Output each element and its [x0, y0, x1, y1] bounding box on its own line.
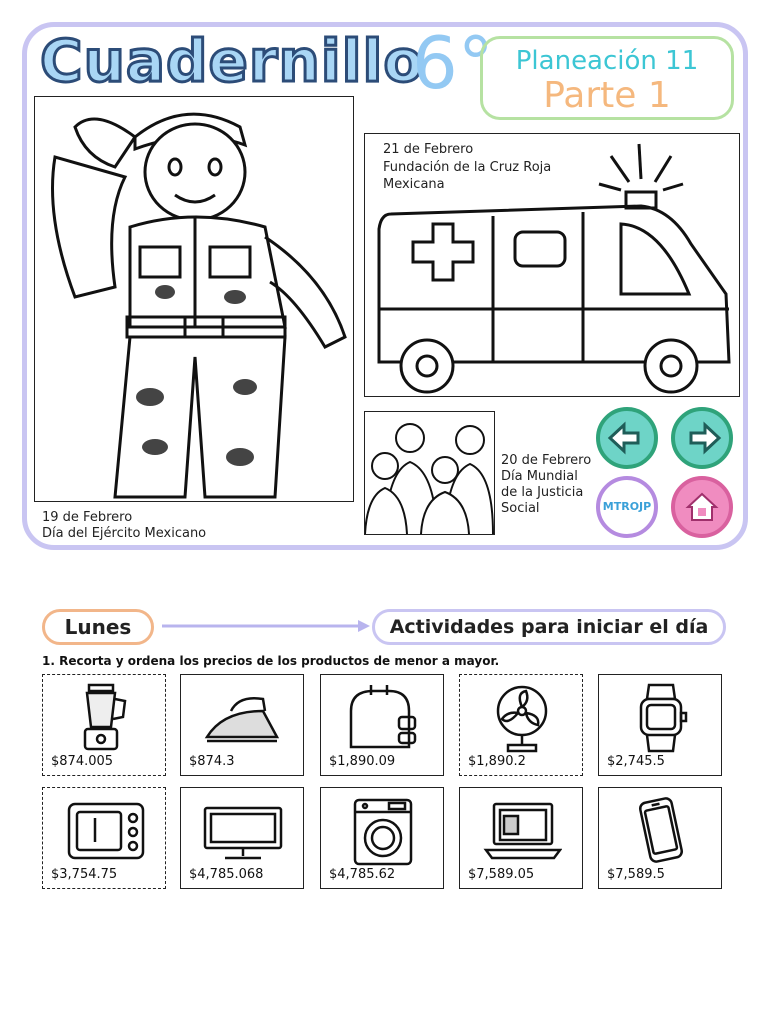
ambulance-panel [364, 133, 740, 397]
product-card[interactable] [459, 674, 583, 776]
instruction-text: 1. Recorta y ordena los precios de los productos de menor a mayor. [42, 654, 500, 668]
soldier-panel [34, 96, 354, 502]
plan-badge [480, 36, 734, 120]
product-price: $874.3 [189, 754, 235, 769]
plan-title: Planeación 11 [515, 46, 699, 76]
ambulance-date: 21 de Febrero [383, 142, 474, 157]
product-price: $2,745.5 [607, 754, 665, 769]
people-event-line2: de la Justicia [501, 485, 584, 500]
grade-label: 6° [412, 21, 494, 105]
page-title: Cuadernillo [40, 27, 425, 95]
smartwatch-icon [621, 681, 701, 753]
washing-machine-icon [343, 794, 423, 866]
product-card[interactable] [598, 787, 722, 889]
arrow-right-icon [675, 411, 729, 465]
product-card[interactable] [320, 787, 444, 889]
soldier-date: 19 de Febrero [42, 510, 133, 525]
soldier-illustration [35, 97, 353, 501]
product-price: $4,785.068 [189, 867, 264, 882]
toaster-icon [343, 681, 423, 753]
microwave-icon [65, 794, 145, 866]
product-card[interactable] [180, 787, 304, 889]
mtrojp-logo[interactable] [596, 476, 658, 538]
laptop-icon [482, 794, 562, 866]
product-price: $7,589.05 [468, 867, 535, 882]
arrow-left-icon [600, 411, 654, 465]
fan-icon [482, 681, 562, 753]
product-price: $1,890.2 [468, 754, 526, 769]
next-button[interactable] [671, 407, 733, 469]
ambulance-event-line1: Fundación de la Cruz Roja [383, 160, 552, 175]
product-price: $4,785.62 [329, 867, 396, 882]
product-card[interactable] [42, 787, 166, 889]
people-illustration [365, 412, 494, 534]
product-card[interactable] [42, 674, 166, 776]
television-icon [203, 794, 283, 866]
plan-part: Parte 1 [543, 75, 671, 116]
logo-text: MTROJP [602, 500, 652, 513]
product-card[interactable] [320, 674, 444, 776]
product-price: $1,890.09 [329, 754, 396, 769]
previous-button[interactable] [596, 407, 658, 469]
soldier-event: Día del Ejército Mexicano [42, 526, 207, 541]
home-icon [675, 480, 729, 534]
product-card[interactable] [598, 674, 722, 776]
ambulance-illustration [371, 134, 737, 396]
product-price: $874.005 [51, 754, 114, 769]
smartphone-icon [621, 794, 701, 866]
product-price: $7,589.5 [607, 867, 665, 882]
product-price: $3,754.75 [51, 867, 118, 882]
day-label: Lunes [42, 609, 154, 645]
product-card[interactable] [459, 787, 583, 889]
people-event-line1: Día Mundial [501, 469, 578, 484]
activity-label: Actividades para iniciar el día [372, 609, 726, 645]
people-event-line3: Social [501, 501, 540, 516]
home-button[interactable] [671, 476, 733, 538]
product-card[interactable] [180, 674, 304, 776]
people-panel [364, 411, 495, 535]
iron-icon [203, 681, 283, 753]
people-date: 20 de Febrero [501, 453, 592, 468]
blender-icon [65, 681, 145, 753]
ambulance-event-line2: Mexicana [383, 177, 445, 192]
arrow-connector [160, 618, 372, 634]
